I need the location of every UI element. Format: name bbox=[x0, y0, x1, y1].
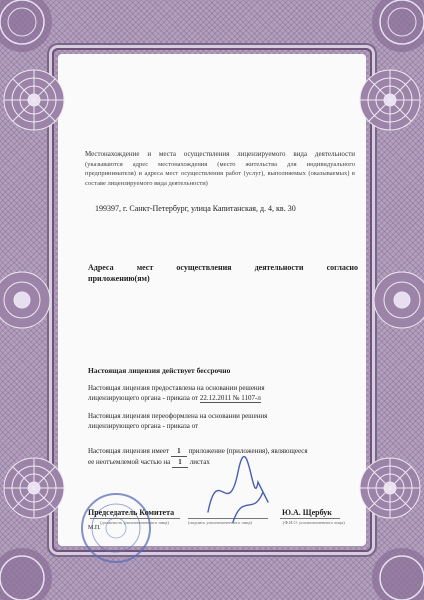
attachment-suffix: листах bbox=[189, 458, 210, 466]
validity-line: Настоящая лицензия действует бессрочно bbox=[88, 366, 231, 375]
location-paragraph bbox=[85, 150, 355, 188]
signer-title-caption: (должность уполномоченного лица) bbox=[100, 520, 169, 525]
attachment-mid: приложение (приложения), являющееся bbox=[188, 447, 308, 455]
reissue-line-1: Настоящая лицензия переоформлена на основании решения bbox=[88, 412, 268, 420]
attachment-prefix: Настоящая лицензия имеет bbox=[88, 447, 170, 455]
attachment-count: 1 bbox=[171, 446, 187, 457]
signer-title: Председатель Комитета bbox=[88, 508, 175, 517]
signature-caption: (подпись уполномоченного лица) bbox=[188, 520, 252, 525]
reissue-block bbox=[88, 411, 348, 431]
rosette-left-middle bbox=[0, 268, 54, 332]
basis-block bbox=[88, 383, 348, 403]
address-places-line: Адреса мест осуществления деятельности согласно приложению(ям) bbox=[88, 263, 358, 283]
basis-line-2 bbox=[88, 393, 348, 403]
handwritten-signature bbox=[198, 452, 278, 532]
address-line: 199397, г. Санкт-Петербург, улица Капитанская, д. 4, кв. 30 bbox=[95, 204, 296, 213]
rosette-left-upper bbox=[0, 60, 74, 140]
stamp-place-label: М.П. bbox=[88, 525, 101, 531]
reissue-line-2: лицензирующего органа - приказа от bbox=[88, 422, 199, 430]
name-underline bbox=[280, 518, 340, 519]
basis-prefix: лицензирующего органа - приказа от bbox=[88, 394, 199, 402]
signer-name: Ю.А. Щербук bbox=[282, 508, 332, 517]
rosette-right-middle bbox=[370, 268, 424, 332]
attachment-sheets: 1 bbox=[172, 457, 188, 468]
rosette-left-lower bbox=[0, 448, 74, 528]
rosette-right-lower bbox=[350, 448, 424, 528]
basis-line-1: Настоящая лицензия предоставлена на основании решения bbox=[88, 384, 265, 392]
attachment-prefix-2: ее неотъемлемой частью на bbox=[88, 458, 171, 466]
signer-name-caption: (Ф.И.О. уполномоченного лица) bbox=[283, 520, 345, 525]
location-heading: Местонахождение и места осуществления лицензируемого вида деятельности bbox=[85, 150, 355, 158]
basis-order: 22.12.2011 № 1107-л bbox=[199, 394, 261, 402]
location-note: (указываются адрес местонахождения (место жительства для индивидуального предпринимателя) и адреса мест осуществления работ (услуг), выполняемых (оказываемых) в составе лицензируемого вида деятельности) bbox=[85, 160, 355, 187]
title-underline bbox=[90, 518, 180, 519]
rosette-right-upper bbox=[350, 60, 424, 140]
